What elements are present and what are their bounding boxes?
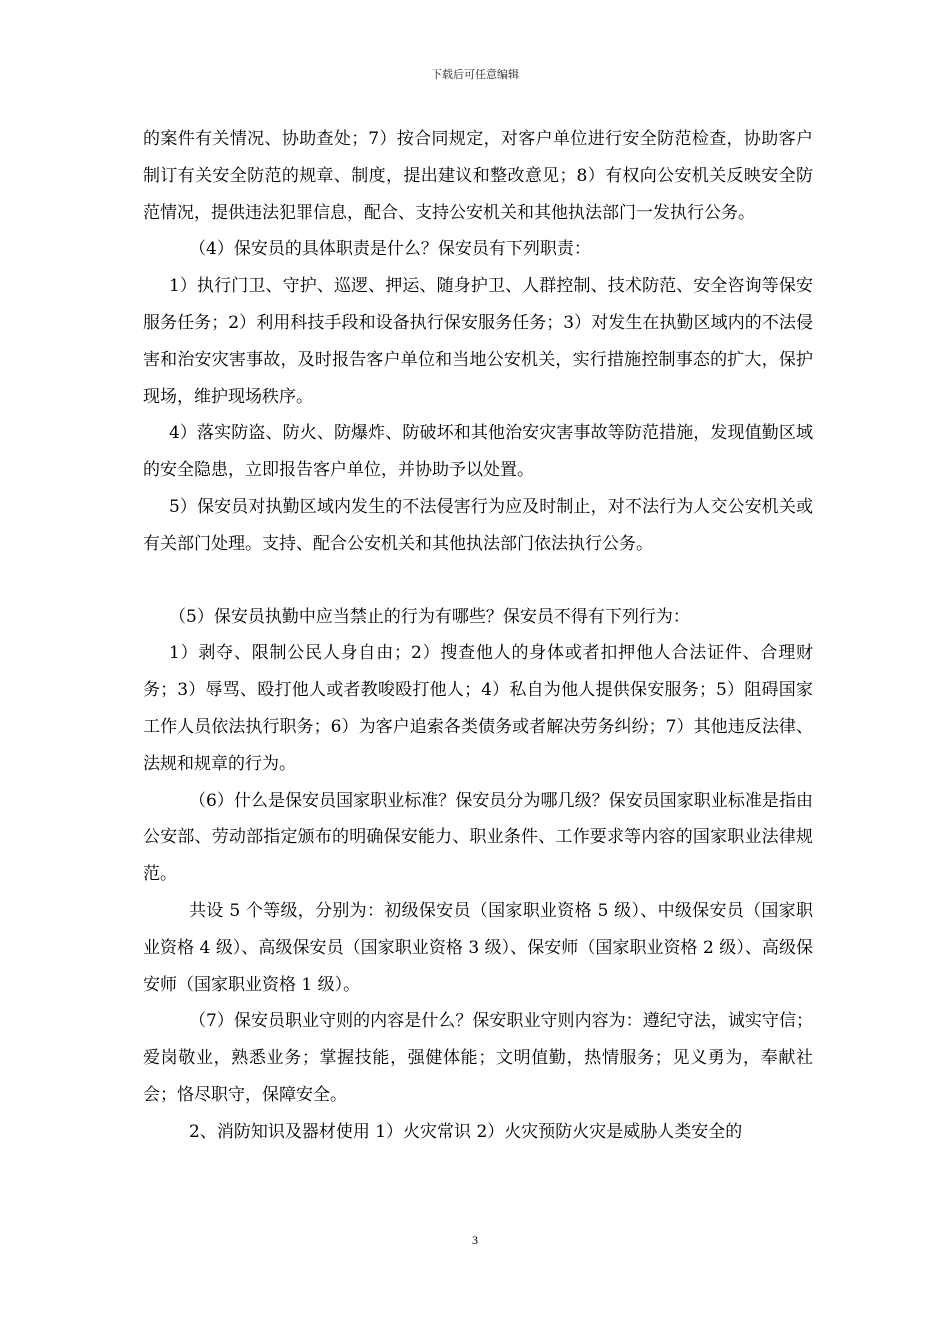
document-body bbox=[143, 121, 813, 1151]
paragraph-spacer bbox=[143, 563, 813, 599]
paragraph-duties-continued: 的案件有关情况、协助查处；7）按合同规定，对客户单位进行安全防范检查，协助客户制订有关安全防范的规章、制度，提出建议和整改意见；8）有权向公安机关反映安全防范情况，提供违法犯罪信息，配合、支持公安机关和其他执法部门一发执行公务。 bbox=[143, 129, 813, 223]
paragraph-duties-list-1: 1）执行门卫、守护、巡逻、押运、随身护卫、人群控制、技术防范、安全咨询等保安服务任务；2）利用科技手段和设备执行保安服务任务；3）对发生在执勤区域内的不法侵害和治安灾害事故，及时报告客户单位和当地公安机关，实行措施控制事态的扩大，保护现场，维护现场秩序。 bbox=[143, 276, 813, 407]
paragraph-fire-safety: 2、消防知识及器材使用 1）火灾常识 2）火灾预防火灾是威胁人类安全的 bbox=[189, 1121, 743, 1142]
paragraph-question-4: （4）保安员的具体职责是什么？保安员有下列职责： bbox=[189, 239, 591, 260]
paragraph-question-6: （6）什么是保安员国家职业标准？保安员分为哪几级？保安员国家职业标准是指由公安部、劳动部指定颁布的明确保安能力、职业条件、工作要求等内容的国家职业法律规范。 bbox=[143, 790, 813, 885]
page-header: 下载后可任意编辑 bbox=[431, 68, 519, 81]
paragraph-duties-list-4: 4）落实防盗、防火、防爆炸、防破坏和其他治安灾害事故等防范措施，发现值勤区域的安全隐患，立即报告客户单位，并协助予以处置。 bbox=[143, 423, 813, 481]
paragraph-duties-list-5: 5）保安员对执勤区域内发生的不法侵害行为应及时制止，对不法行为人交公安机关或有关部门处理。支持、配合公安机关和其他执法部门依法执行公务。 bbox=[143, 496, 813, 554]
paragraph-prohibited-list: 1）剥夺、限制公民人身自由；2）搜查他人的身体或者扣押他人合法证件、合理财务；3）辱骂、殴打他人或者教唆殴打他人；4）私自为他人提供保安服务；5）阻碍国家工作人员依法执行职务；6）为客户追索各类债务或者解决劳务纠纷；7）其他违反法律、法规和规章的行为。 bbox=[143, 643, 813, 774]
page-number: 3 bbox=[472, 1233, 478, 1247]
paragraph-levels: 共设 5 个等级，分别为：初级保安员（国家职业资格 5 级）、中级保安员（国家职业资格 4 级）、高级保安员（国家职业资格 3 级）、保安师（国家职业资格 2 级）、高级保安师（国家职业资格 1 级）。 bbox=[143, 900, 813, 995]
paragraph-question-7: （7）保安员职业守则的内容是什么？保安职业守则内容为：遵纪守法，诚实守信；爱岗敬业，熟悉业务；掌握技能，强健体能；文明值勤，热情服务；见义勇为，奉献社会；恪尽职守，保障安全。 bbox=[143, 1011, 813, 1105]
paragraph-question-5: （5）保安员执勤中应当禁止的行为有哪些？保安员不得有下列行为： bbox=[169, 606, 690, 627]
